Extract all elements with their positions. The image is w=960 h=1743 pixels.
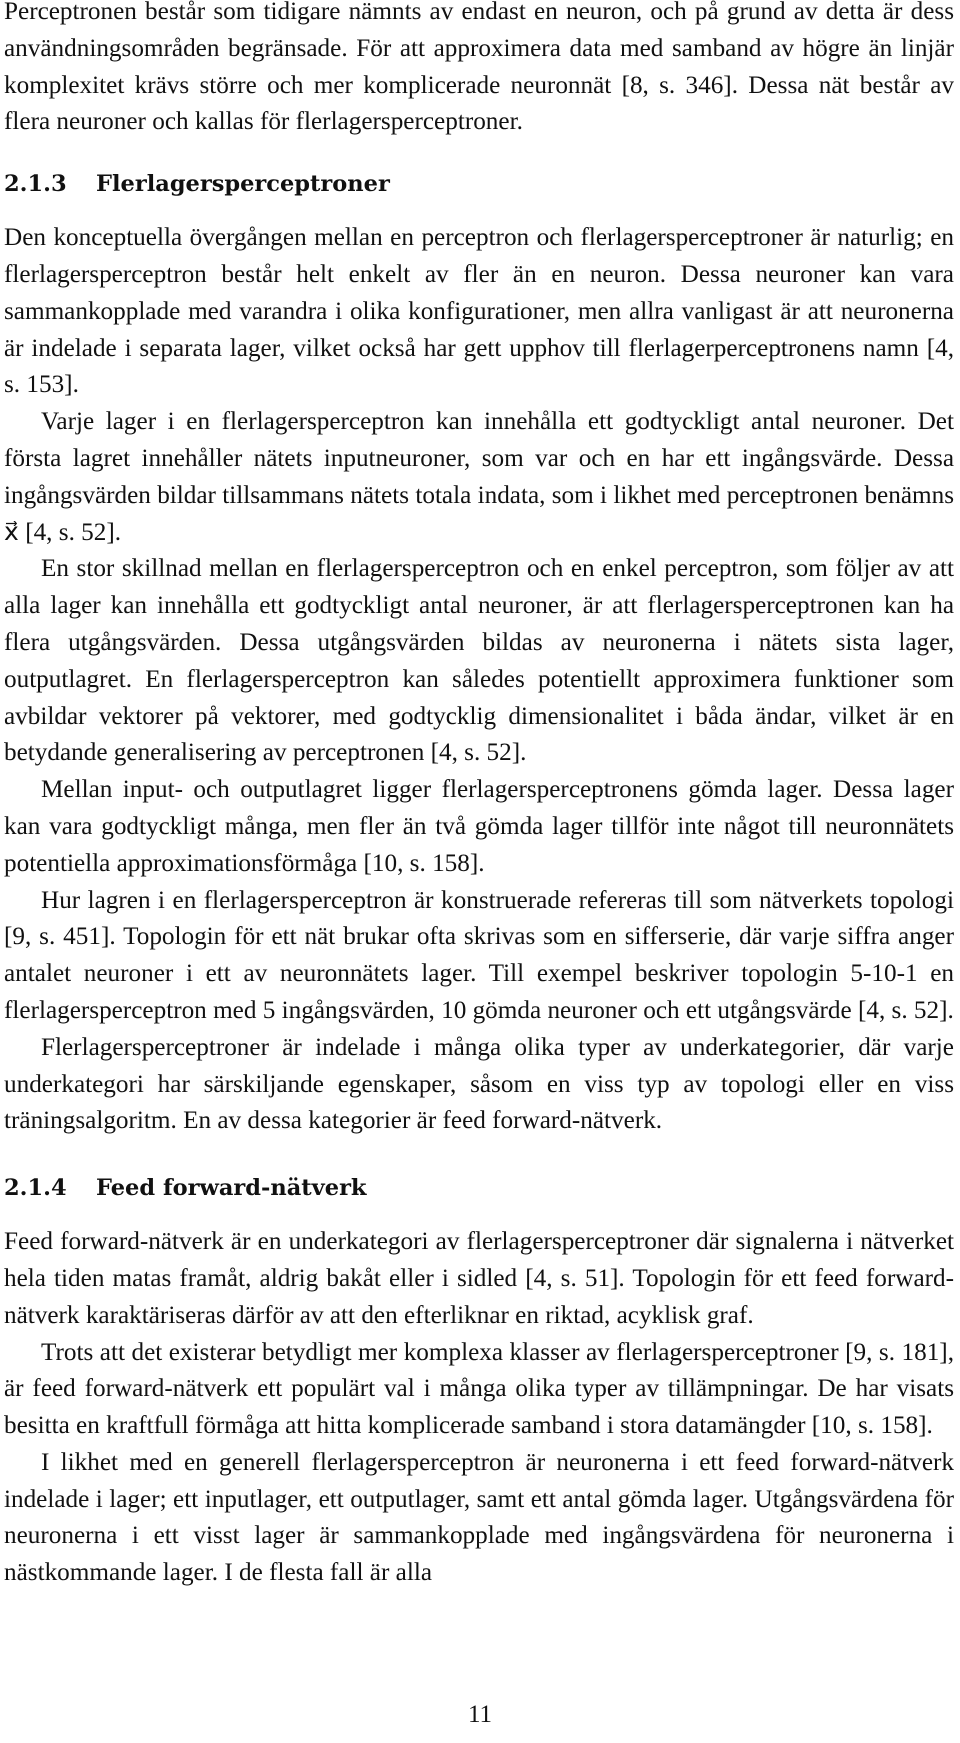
paragraph: En stor skillnad mellan en flerlagersperceptron och en enkel perceptron, som följer av att alla lager kan innehålla ett godtyckligt antal neuroner, är att flerlagersperceptronen kan ha flera utgångsvärden. Dessa utgångsvärden bildas av neuronerna i nätets sista lager, outputlagret. En flerlagersperceptron kan således potentiellt approximera funktioner som avbildar vektorer på vektorer, med godtycklig dimensionalitet i båda ändar, vilket är en betydande generalisering av perceptronen [4, s. 52]. — [4, 555, 954, 767]
paragraph: Hur lagren i en flerlagersperceptron är konstruerade refereras till som nätverkets topologi [9, s. 451]. Topologin för ett nät brukar ofta skrivas som en sifferserie, där varje siffra anger antalet neuroner i ett av neuronnätets lager. Till exempel beskriver topologin 5-10-1 en flerlagersperceptron med 5 ingångsvärden, 10 gömda neuroner och ett utgångsvärde [4, s. 52]. — [4, 886, 954, 1024]
paragraph: Den konceptuella övergången mellan en perceptron och flerlagersperceptroner är naturlig; en flerlagersperceptron består helt enkelt av fler än en neuron. Dessa neuroner kan vara sammankopplade med varandra i olika konfigurationer, men allra vanligast är att neuronerna är indelade i separata lager, vilket också har gett upphov till flerlagerperceptronens namn [4, s. 153]. — [4, 224, 954, 399]
paragraph: I likhet med en generell flerlagersperceptron är neuronerna i ett feed forward-nätverk indelade i lager; ett inputlager, ett outputlager, samt ett antal gömda lager. Utgångsvärdena för neuronerna i ett visst lager är sammankopplade med ingångsvärdena för neuronerna i nästkommande lager. I de flesta fall är alla — [4, 1448, 954, 1587]
section-heading-2-1-3 — [4, 166, 954, 202]
document-page — [4, 0, 954, 1592]
page-number: 11 — [467, 1701, 493, 1728]
section-heading-2-1-4 — [4, 1170, 954, 1206]
intro-paragraph: Perceptronen består som tidigare nämnts av endast en neuron, och på grund av detta är dess användningsområden begränsade. För att approximera data med samband av högre än linjär komplexitet krävs större och mer komplicerade neuronnät [8, s. 346]. Dessa nät består av flera neuroner och kallas för flerlagersperceptroner. — [4, 0, 954, 136]
section-title: Feed forward-nätverk — [96, 1175, 367, 1202]
section-number: 2.1.4 — [4, 1175, 67, 1202]
section-number: 2.1.3 — [4, 171, 67, 198]
paragraph: Trots att det existerar betydligt mer komplexa klasser av flerlagersperceptroner [9, s. 181], är feed forward-nätverk ett populärt val i många olika typer av tillämpningar. De har visats besitta en kraftfull förmåga att hitta komplicerade samband i stora datamängder [10, s. 158]. — [4, 1338, 954, 1440]
paragraph: Feed forward-nätverk är en underkategori av flerlagersperceptroner där signalerna i nätverket hela tiden matas framåt, aldrig bakåt eller i sidled [4, s. 51]. Topologin för ett feed forward-nätverk karaktäriseras därför av att den efterliknar en riktad, acyklisk graf. — [4, 1228, 954, 1329]
paragraph: Mellan input- och outputlagret ligger flerlagersperceptronens gömda lager. Dessa lager kan vara godtyckligt många, men fler än två gömda lager tillför inte något till neuronnätets potentiella approximationsförmåga [10, s. 158]. — [4, 776, 954, 877]
section-title: Flerlagersperceptroner — [96, 171, 390, 198]
paragraph: Varje lager i en flerlagersperceptron kan innehålla ett godtyckligt antal neuroner. Det första lagret innehåller nätets inputneuroner, som var och en har ett ingångsvärde. Dessa ingångsvärden bildar tillsammans nätets totala indata, som i likhet med perceptronen benämns x⃗ [4, s. 52]. — [4, 408, 954, 546]
paragraph: Flerlagersperceptroner är indelade i många olika typer av underkategorier, där varje underkategori har särskiljande egenskaper, såsom en viss typ av topologi eller en viss träningsalgoritm. En av dessa kategorier är feed forward-nätverk. — [4, 1033, 954, 1135]
